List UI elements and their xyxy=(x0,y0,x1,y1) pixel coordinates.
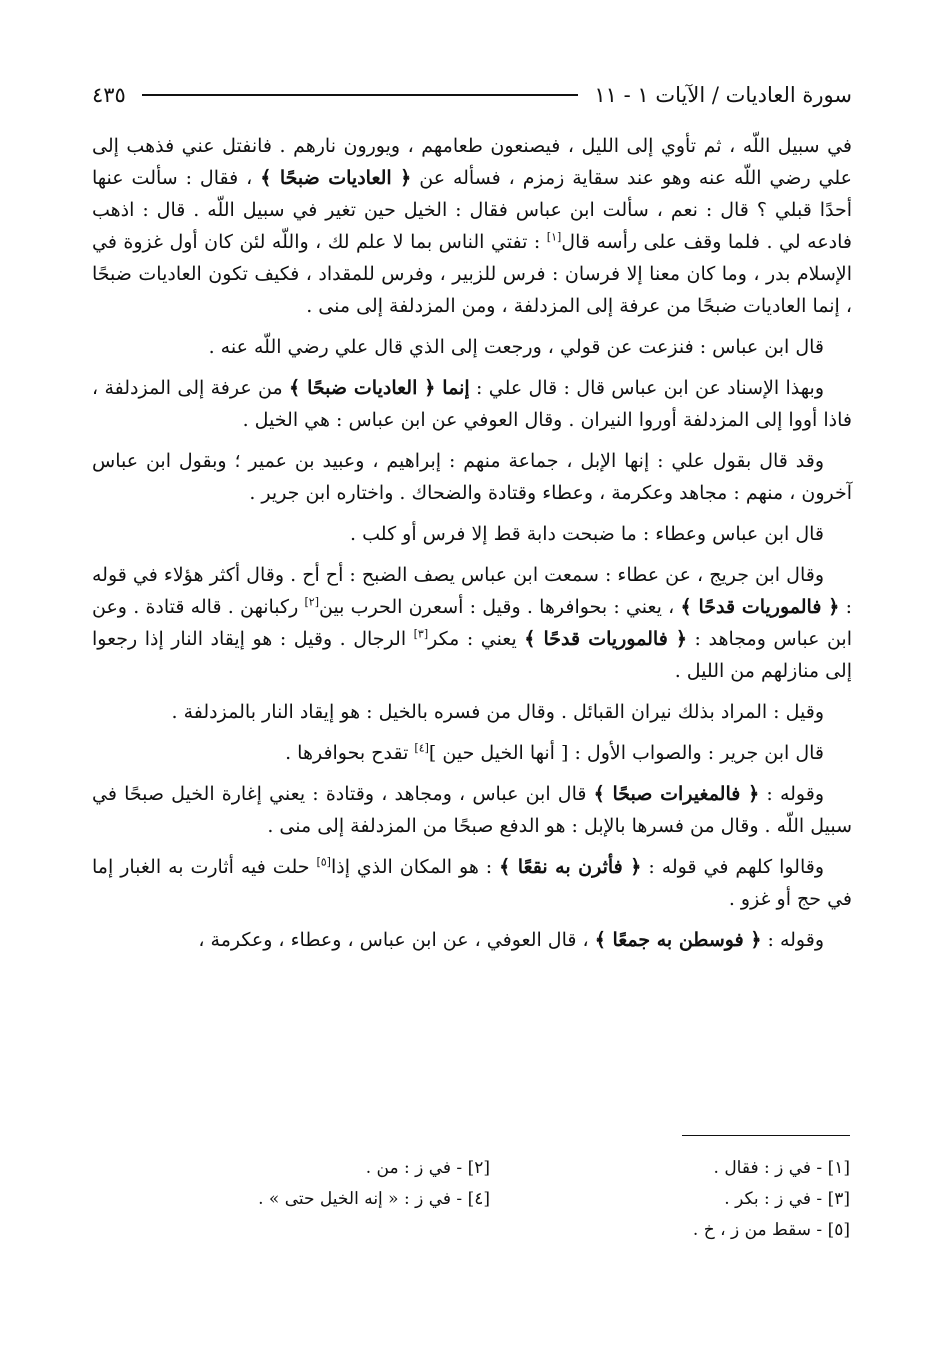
text-run: ، يعني : بحوافرها . وقيل : أسعرن الحرب بين xyxy=(318,596,681,618)
text-run: وقد قال بقول علي : إنها الإبل ، جماعة منهم : إبراهيم ، وعبيد بن عمير ؛ وبقول ابن عباس آخرون ، منهم : مجاهد وعكرمة ، وعطاء وقتادة والضحاك . واختاره ابن جرير . xyxy=(92,450,852,504)
text-run: من عرفة إلى المزدلفة ، فاذا أووا إلى المزدلفة أوروا النيران . وقال العوفي عن ابن عباس : هي الخيل . xyxy=(92,377,852,431)
text-run: : هو المكان الذي إذا xyxy=(330,856,500,878)
footnote: [٥] - سقط من ز ، خ . xyxy=(692,1220,850,1240)
text-run: حلت فيه أثارت به الغبار إما في حج أو غزو . xyxy=(92,856,852,910)
paragraph xyxy=(92,518,852,550)
paragraph xyxy=(92,696,852,728)
footnote: [٤] - في ز : « إنه الخيل حتى » . xyxy=(258,1189,490,1209)
header-rule xyxy=(142,94,579,96)
footnote-separator xyxy=(682,1135,850,1136)
footnote-ref: [٤] xyxy=(414,741,429,755)
page-number: ٤٣٥ xyxy=(92,83,126,107)
text-run: قال ابن عباس : فنزعت عن قولي ، ورجعت إلى الذي قال علي رضي اللّه عنه . xyxy=(208,336,824,358)
text-run: ، قال العوفي ، عن ابن عباس ، وعطاء ، وعكرمة ، xyxy=(198,929,595,951)
footnote xyxy=(130,1215,490,1246)
quran-quote: إنما ﴿ العاديات ضبحًا ﴾ xyxy=(289,377,470,399)
paragraph xyxy=(92,778,852,842)
text-run: قال ابن جرير : والصواب الأول : [ أنها الخيل حين ] xyxy=(428,742,824,764)
footnote-ref: [٢] xyxy=(304,595,319,609)
footnote-ref: [٣] xyxy=(413,627,429,641)
quran-quote: ﴿ فالمغيرات صبحًا ﴾ xyxy=(593,783,760,805)
text-run: قال ابن عباس وعطاء : ما ضبحت دابة قط إلا فرس أو كلب . xyxy=(350,523,824,545)
quran-quote: ﴿ فالموريات قدحًا ﴾ xyxy=(524,628,688,650)
footnote-row xyxy=(130,1215,850,1246)
footnotes xyxy=(130,1153,850,1246)
text-run: الرجال . وقيل : هو إيقاد النار إذا رجعوا إلى منازلهم من الليل . xyxy=(92,628,852,682)
text-run: وقال ابن جريج ، عن عطاء : سمعت ابن عباس يصف الضبح : أح أح . وقال أكثر هؤلاء في قوله : xyxy=(92,564,852,618)
text-run: : تفتي الناس بما لا علم لك ، واللّه لئن كان أول غزوة في الإسلام بدر ، وما كان معنا إلا فرسان : فرس للزبير ، وفرس للمقداد ، فكيف تكون العاديات ضبحًا ، إنما العاديات ضبحًا من عرفة إلى المزدلفة ، ومن المزدلفة إلى منى . xyxy=(92,231,852,317)
text-run: وقوله : xyxy=(761,929,824,951)
quran-quote: ﴿ العاديات ضبحًا ﴾ xyxy=(260,167,412,189)
footnote: [٣] - في ز : بكر . xyxy=(724,1189,850,1209)
paragraph xyxy=(92,851,852,915)
paragraph xyxy=(92,331,852,363)
footnote-ref: [٥] xyxy=(316,855,331,869)
footnote: [٢] - في ز : من . xyxy=(365,1158,490,1178)
header-title: سورة العاديات / الآيات ١ - ١١ xyxy=(594,83,852,107)
paragraph xyxy=(92,737,852,769)
paragraph xyxy=(92,130,852,322)
footnote-row xyxy=(130,1153,850,1184)
footnote-row xyxy=(130,1184,850,1215)
body-text xyxy=(92,130,852,965)
text-run: في سبيل اللّه ، ثم تأوي إلى الليل ، فيصنعون طعامهم ، ويورون نارهم . فانفتل عني فذهب إلى علي رضي اللّه عنه وهو عند سقاية زمزم ، فسأله عن xyxy=(92,135,852,189)
footnote-ref: [١] xyxy=(546,230,562,244)
quran-quote: ﴿ فالموريات قدحًا ﴾ xyxy=(680,596,840,618)
quran-quote: ﴿ فأثرن به نقعًا ﴾ xyxy=(499,856,642,878)
text-run: ركبانهن . قاله قتادة . وعن ابن عباس ومجاهد : xyxy=(92,596,852,650)
text-run: ، فقال : سألت عنها أحدًا قبلي ؟ قال : نعم ، سألت ابن عباس فقال : الخيل حين تغير في سبيل اللّه . قال : اذهب فادعه لي . فلما وقف على رأسه قال xyxy=(92,167,852,253)
text-run: يعني : مكر xyxy=(428,628,525,650)
quran-quote: ﴿ فوسطن به جمعًا ﴾ xyxy=(594,929,762,951)
running-header xyxy=(92,78,852,112)
text-run: قال ابن عباس ، ومجاهد ، وقتادة : يعني إغارة الخيل صبحًا في سبيل اللّه . وقال من فسرها بالإبل : هو الدفع صبحًا من المزدلفة إلى منى . xyxy=(92,783,852,837)
text-run: وقالوا كلهم في قوله : xyxy=(641,856,825,878)
text-run: تقدح بحوافرها . xyxy=(285,742,415,764)
paragraph xyxy=(92,372,852,436)
text-run: وقوله : xyxy=(759,783,824,805)
paragraph xyxy=(92,445,852,509)
text-run: وبهذا الإسناد عن ابن عباس قال : قال علي : xyxy=(469,377,824,399)
paragraph xyxy=(92,559,852,687)
text-run: وقيل : المراد بذلك نيران القبائل . وقال من فسره بالخيل : هو إيقاد النار بالمزدلفة . xyxy=(171,701,824,723)
footnote: [١] - في ز : فقال . xyxy=(713,1158,850,1178)
paragraph xyxy=(92,924,852,956)
